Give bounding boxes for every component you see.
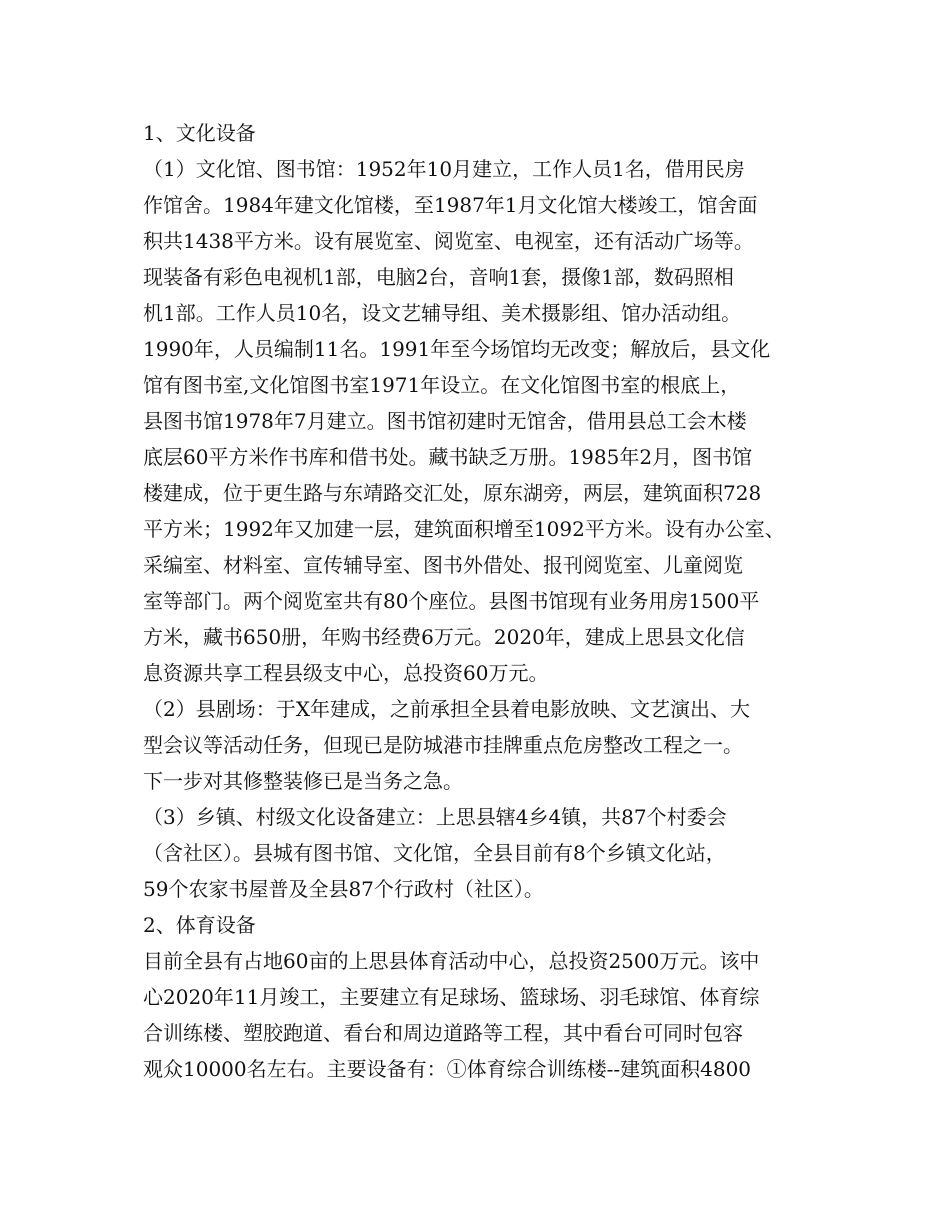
section-heading-sports: 2、体育设备	[143, 913, 256, 937]
document-body	[143, 115, 823, 1087]
text-line: 心2020年11月竣工，主要建立有足球场、篮球场、羽毛球馆、体育综	[143, 985, 760, 1009]
text-line: 底层60平方米作书库和借书处。藏书缺乏万册。1985年2月，图书馆	[143, 445, 753, 469]
text-line: 县图书馆1978年7月建立。图书馆初建时无馆舍，借用县总工会木楼	[143, 409, 747, 433]
text-line: 型会议等活动任务，但现已是防城港市挂牌重点危房整改工程之一。	[143, 733, 743, 757]
text-line: 作馆舍。1984年建文化馆楼，至1987年1月文化馆大楼竣工，馆舍面	[143, 193, 758, 217]
text-line: 平方米；1992年又加建一层，建筑面积增至1092平方米。设有办公室、	[143, 517, 785, 541]
text-line: 观众10000名左右。主要设备有：①体育综合训练楼--建筑面积4800	[143, 1057, 752, 1081]
text-line: 机1部。工作人员10名，设文艺辅导组、美术摄影组、馆办活动组。	[143, 301, 742, 325]
text-line: 1990年，人员编制11名。1991年至今场馆均无改变；解放后，县文化	[143, 337, 771, 361]
text-line: 息资源共享工程县级支中心，总投资60万元。	[143, 661, 549, 685]
text-line: （含社区）。县城有图书馆、文化馆，全县目前有8个乡镇文化站，	[143, 841, 726, 865]
text-line: 目前全县有占地60亩的上思县体育活动中心，总投资2500万元。该中	[143, 949, 760, 973]
text-line: 楼建成，位于更生路与东靖路交汇处，原东湖旁，两层，建筑面积728	[143, 481, 762, 505]
text-line: 馆有图书室,文化馆图书室1971年设立。在文化馆图书室的根底上，	[143, 373, 741, 397]
text-line: 59个农家书屋普及全县87个行政村（社区）。	[143, 877, 544, 901]
text-line: 下一步对其修整装修已是当务之急。	[143, 769, 463, 793]
text-line: （2）县剧场：于X年建成，之前承担全县着电影放映、文艺演出、大	[143, 697, 750, 721]
text-line: 合训练楼、塑胶跑道、看台和周边道路等工程，其中看台可同时包容	[143, 1021, 743, 1045]
section-heading-culture: 1、文化设备	[143, 121, 256, 145]
text-line: 方米，藏书650册，年购书经费6万元。2020年，建成上思县文化信	[143, 625, 745, 649]
text-line: 室等部门。两个阅览室共有80个座位。县图书馆现有业务用房1500平	[143, 589, 760, 613]
text-line: 现装备有彩色电视机1部，电脑2台，音响1套，摄像1部，数码照相	[143, 265, 734, 289]
text-line: （3）乡镇、村级文化设备建立：上思县辖4乡4镇，共87个村委会	[143, 805, 727, 829]
text-line: 采编室、材料室、宣传辅导室、图书外借处、报刊阅览室、儿童阅览	[143, 553, 743, 577]
text-line: 积共1438平方米。设有展览室、阅览室、电视室，还有活动广场等。	[143, 229, 754, 253]
text-line: （1）文化馆、图书馆：1952年10月建立，工作人员1名，借用民房	[143, 157, 745, 181]
